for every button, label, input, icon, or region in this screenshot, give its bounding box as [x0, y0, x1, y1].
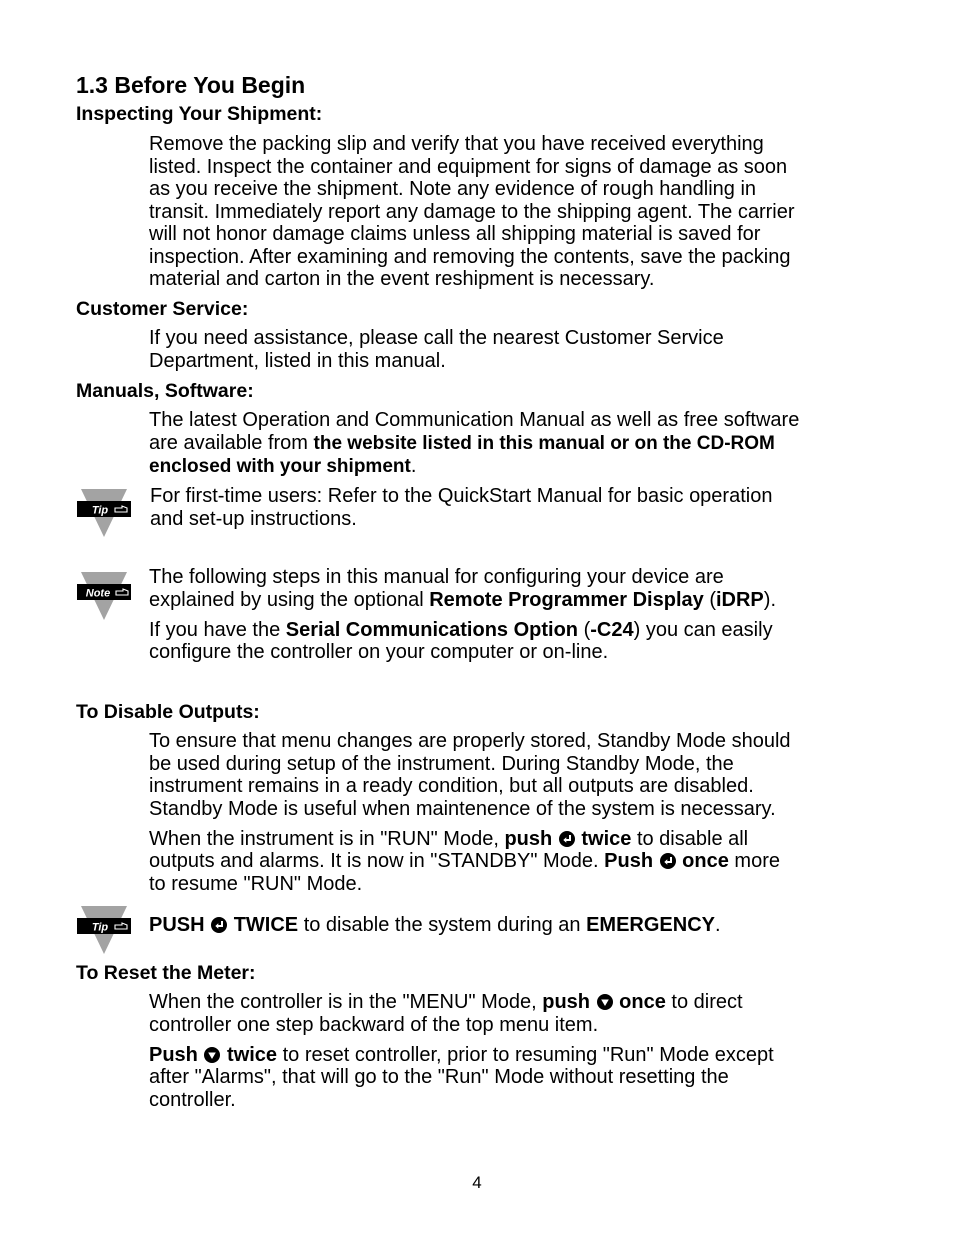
text-line: will not honor damage claims unless all shipping material is saved for — [149, 223, 761, 245]
tip-badge — [76, 904, 132, 958]
bold-text: the website listed in this manual or on the CD-ROM — [313, 432, 775, 454]
disable-paragraph — [149, 730, 791, 895]
text-run: explained by using the optional — [149, 588, 430, 611]
section-title: 1.3 Before You Begin — [76, 72, 306, 98]
note-badge — [76, 570, 132, 624]
enter-circle-icon — [559, 831, 575, 847]
text-line — [149, 589, 776, 612]
text-run: more — [728, 850, 780, 872]
bold-text: -C24 — [590, 618, 634, 641]
text-line: controller one step backward of the top menu item. — [149, 1013, 599, 1036]
bold-text: Remote Programmer Display — [429, 588, 704, 611]
bold-text: twice — [227, 1043, 278, 1066]
text-run: to disable all — [631, 827, 749, 850]
text-run: When the instrument is in "RUN" Mode, — [149, 827, 505, 850]
note-text — [149, 566, 776, 664]
tip-badge-label: Tip — [91, 921, 109, 934]
text-line: Standby Mode is useful when maintenence of the system is necessary. — [149, 797, 776, 820]
bold-text: Push — [149, 1043, 198, 1066]
text-line: and set-up instructions. — [150, 507, 357, 530]
text-run: If you have the — [149, 618, 286, 641]
bold-text: EMERGENCY — [586, 914, 715, 936]
text-line: material and carton in the event reshipment is necessary. — [149, 268, 655, 290]
enter-circle-icon — [660, 853, 676, 869]
text-line: as you receive the shipment. Note any evidence of rough handling in — [149, 178, 757, 200]
tip2-text — [149, 914, 721, 937]
text-line: The following steps in this manual for configuring your device are — [149, 566, 724, 588]
enter-circle-icon — [211, 917, 227, 933]
text-line: The latest Operation and Communication Manual as well as free software — [149, 409, 800, 431]
manuals-paragraph — [149, 409, 799, 479]
text-line: If you need assistance, please call the nearest Customer Service — [149, 327, 724, 349]
tip-badge — [76, 487, 132, 541]
text-run: outputs and alarms. It is now in "STANDBY" Mode. — [149, 850, 605, 872]
text-line — [149, 914, 721, 937]
note-badge-label: Note — [85, 587, 111, 600]
heading-inspecting: Inspecting Your Shipment: — [76, 103, 323, 125]
down-circle-icon — [204, 1047, 220, 1063]
text-line: listed. Inspect the container and equipment for signs of damage as soon — [149, 155, 788, 178]
text-line: configure the controller on your computer or on-line. — [149, 641, 609, 663]
bold-text: iDRP — [715, 588, 764, 611]
page-number: 4 — [472, 1173, 482, 1192]
text-line — [149, 619, 776, 642]
text-line — [149, 850, 791, 873]
bold-text: twice — [581, 827, 632, 850]
text-line — [149, 1044, 774, 1067]
bold-text: push — [504, 827, 553, 850]
text-line — [149, 991, 774, 1014]
text-run: to reset controller, prior to resuming "Run" Mode except — [277, 1043, 774, 1066]
heading-manuals: Manuals, Software: — [76, 380, 254, 402]
text-line: instrument remains in a ready condition, but all outputs are disabled. — [149, 775, 754, 797]
bold-text: enclosed with your shipment — [149, 456, 411, 477]
bold-text: Push — [604, 850, 654, 872]
text-line: For first-time users: Refer to the QuickStart Manual for basic operation — [150, 485, 773, 507]
inspecting-paragraph — [149, 133, 795, 291]
text-line — [149, 432, 799, 456]
text-line: be used during setup of the instrument. During Standby Mode, the — [149, 752, 734, 775]
text-run: ( — [703, 588, 716, 611]
reset-paragraph — [149, 991, 774, 1111]
tip-badge-label: Tip — [91, 504, 109, 517]
text-run: are available from — [149, 431, 314, 454]
heading-reset-meter: To Reset the Meter: — [76, 962, 256, 984]
text-line: Remove the packing slip and verify that you have received everything — [149, 133, 764, 155]
text-line: to resume "RUN" Mode. — [149, 872, 363, 895]
text-line: controller. — [149, 1088, 236, 1111]
customer-service-paragraph — [149, 327, 724, 372]
heading-disable-outputs: To Disable Outputs: — [76, 701, 260, 723]
text-line: after "Alarms", that will go to the "Run" Mode without resetting the — [149, 1066, 729, 1088]
text-run: When the controller is in the "MENU" Mode, — [149, 991, 543, 1013]
bold-text: Serial Communications Option — [285, 618, 579, 641]
text-line — [149, 828, 791, 851]
text-run: . — [715, 914, 721, 936]
text-run: ) you can easily — [633, 618, 773, 641]
down-circle-icon — [597, 994, 613, 1010]
text-run: to disable the system during an — [298, 914, 587, 936]
heading-customer-service: Customer Service: — [76, 298, 249, 320]
bold-text: once — [682, 850, 729, 872]
text-line — [149, 455, 799, 479]
text-run: ). — [763, 588, 776, 611]
text-run: to direct — [665, 991, 743, 1013]
tip1-text — [150, 485, 772, 530]
bold-text: once — [619, 991, 666, 1013]
text-line: transit. Immediately report any damage to the shipping agent. The carrier — [149, 200, 795, 223]
bold-text: PUSH — [149, 914, 205, 936]
text-line: Department, listed in this manual. — [149, 349, 446, 372]
bold-text: push — [542, 991, 591, 1013]
bold-text: TWICE — [233, 914, 299, 936]
text-line: inspection. After examining and removing the contents, save the packing — [149, 245, 791, 268]
text-line: To ensure that menu changes are properly stored, Standby Mode should — [149, 730, 791, 752]
text-run: . — [410, 455, 417, 477]
text-run: ( — [578, 618, 591, 641]
